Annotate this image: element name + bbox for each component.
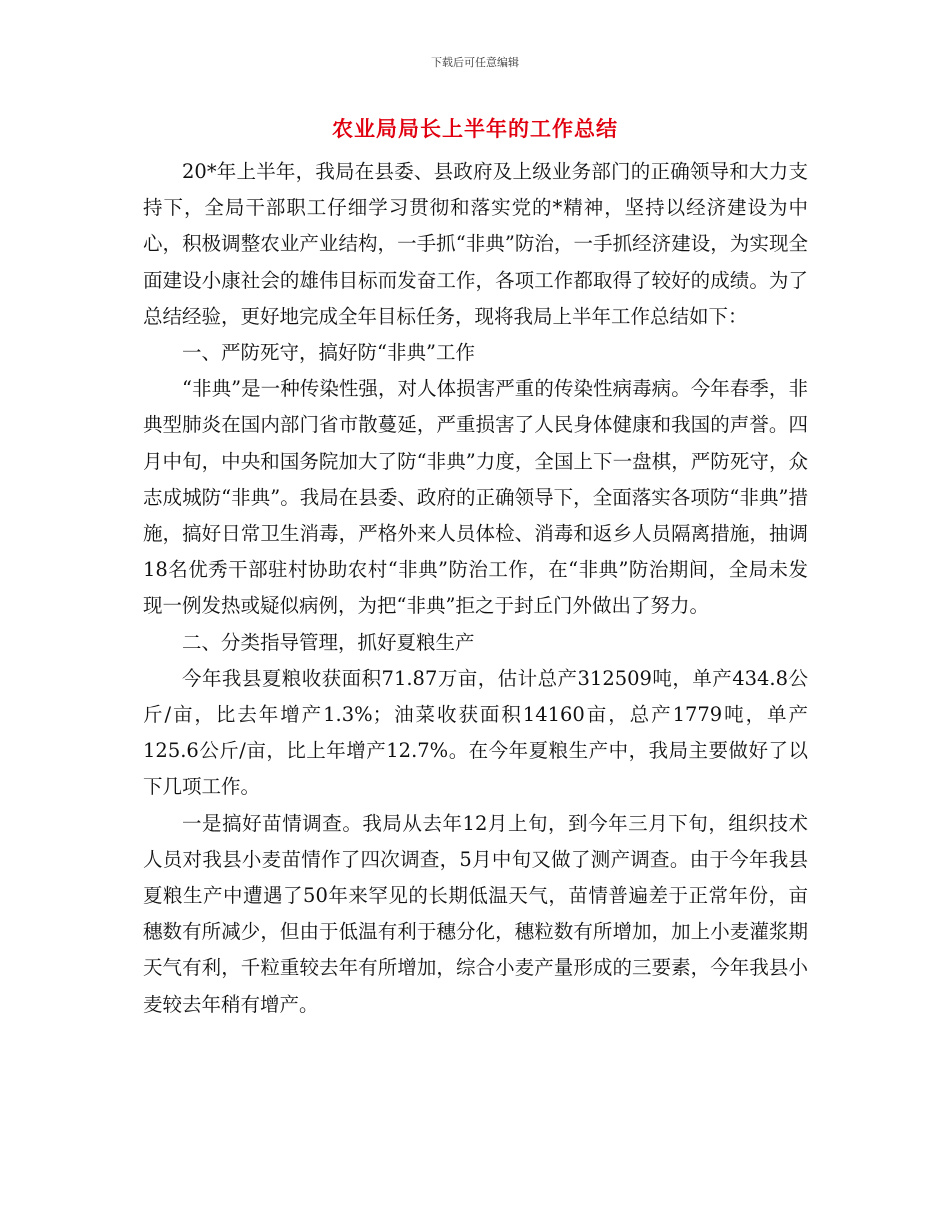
paragraph-sars: “非典”是一种传染性强，对人体损害严重的传染性病毒病。今年春季，非典型肺炎在国内部门省市散蔓延，严重损害了人民身体健康和我国的声誉。四月中旬，中央和国务院加大了防“非典”力度，全国上下一盘棋，严防死守，众志成城防“非典”。我局在县委、政府的正确领导下，全面落实各项防“非典”措施，搞好日常卫生消毒，严格外来人员体检、消毒和返乡人员隔离措施，抽调18名优秀干部驻村协助农村“非典”防治工作，在“非典”防治期间，全局未发现一例发热或疑似病例，为把“非典”拒之于封丘门外做出了努力。	[143, 377, 808, 618]
paragraph-harvest: 今年我县夏粮收获面积71.87万亩，估计总产312509吨，单产434.8公斤/亩，比去年增产1.3%；油菜收获面积14160亩，总产1779吨，单产125.6公斤/亩，比上年增产12.7%。在今年夏粮生产中，我局主要做好了以下几项工作。	[143, 666, 808, 799]
header-note: 下载后可任意编辑	[431, 56, 519, 69]
paragraph-seedling-survey: 一是搞好苗情调查。我局从去年12月上旬，到今年三月下旬，组织技术人员对我县小麦苗情作了四次调查，5月中旬又做了测产调查。由于今年我县夏粮生产中遭遇了50年来罕见的长期低温天气，苗情普遍差于正常年份，亩穗数有所减少，但由于低温有利于穗分化，穗粒数有所增加，加上小麦灌浆期天气有利，千粒重较去年有所增加，综合小麦产量形成的三要素，今年我县小麦较去年稍有增产。	[143, 811, 808, 1016]
document-title: 农业局局长上半年的工作总结	[332, 117, 618, 141]
paragraph-intro: 20*年上半年，我局在县委、县政府及上级业务部门的正确领导和大力支持下，全局干部职工仔细学习贯彻和落实党的*精神，坚持以经济建设为中心，积极调整农业产业结构，一手抓“非典”防治，一手抓经济建设，为实现全面建设小康社会的雄伟目标而发奋工作，各项工作都取得了较好的成绩。为了总结经验，更好地完成全年目标任务，现将我局上半年工作总结如下：	[143, 160, 808, 328]
section-heading-2: 二、分类指导管理，抓好夏粮生产	[182, 630, 475, 654]
document-body	[143, 154, 808, 1023]
section-heading-1: 一、严防死守，搞好防“非典”工作	[182, 341, 475, 365]
